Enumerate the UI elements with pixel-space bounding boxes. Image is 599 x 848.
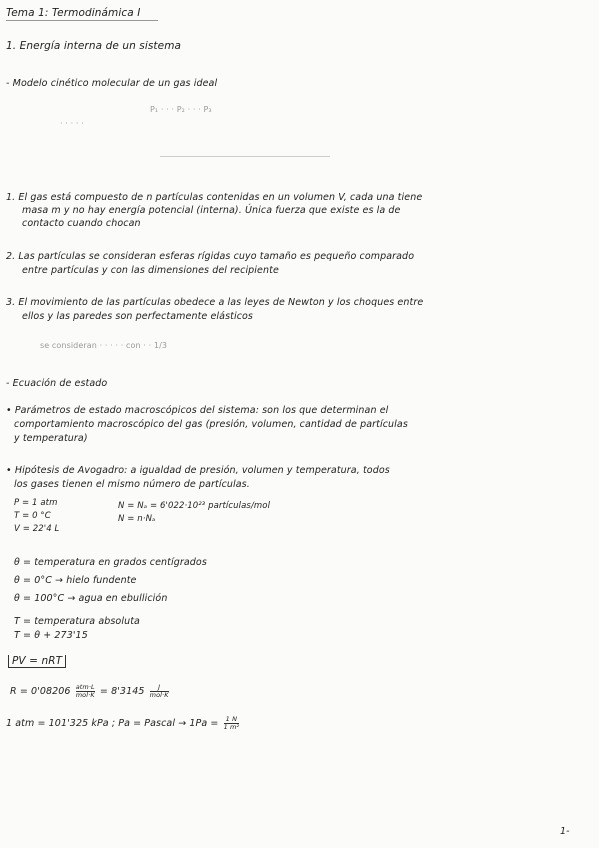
r-unit-1-num: atm·L <box>75 683 95 691</box>
faint-sketch-dots: · · · · · <box>60 119 84 128</box>
state-bullet1-line1: • Parámetros de estado macroscópicos del sistema: son los que determinan el <box>6 405 389 416</box>
state-bullet2-line1: • Hipótesis de Avogadro: a igualdad de presión, volumen y temperatura, todos <box>6 465 390 476</box>
celsius-hundred: θ = 100°C → agua en ebullición <box>14 593 168 604</box>
postulate-2-line2: entre partículas y con las dimensiones del recipiente <box>22 265 279 276</box>
r-unit-1-den: mol·K <box>75 691 95 699</box>
state-bullet1-line3: y temperatura) <box>14 433 88 444</box>
pascal-fraction <box>224 716 240 731</box>
condition-pressure: P = 1 atm <box>14 498 58 508</box>
celsius-definition: θ = temperatura en grados centígrados <box>14 557 207 568</box>
faint-sketch-line <box>160 156 330 157</box>
r-unit-2-num: J <box>150 684 169 692</box>
avogadro-relation: N = n·Nₐ <box>118 514 156 524</box>
pressure-conversion-text: 1 atm = 101'325 kPa ; Pa = Pascal → 1Pa = <box>6 718 219 729</box>
condition-volume: V = 22'4 L <box>14 524 60 534</box>
pascal-fraction-den: 1 m² <box>223 723 240 731</box>
model-heading: - Modelo cinético molecular de un gas ideal <box>6 78 218 89</box>
r-constant-prefix: R = 0'08206 <box>10 686 71 697</box>
postulate-2-line1: 2. Las partículas se consideran esferas rígidas cuyo tamaño es pequeño comparado <box>6 251 415 262</box>
pascal-fraction-num: 1 N <box>224 716 240 724</box>
page-number: 1- <box>560 826 570 837</box>
postulate-3-sub: se consideran · · · · · con · · 1/3 <box>40 341 168 350</box>
celsius-zero: θ = 0°C → hielo fundente <box>14 575 137 586</box>
r-unit-2-den: mol·K <box>149 691 169 699</box>
state-heading: - Ecuación de estado <box>6 378 108 389</box>
postulate-3-line2: ellos y las paredes son perfectamente elásticos <box>22 311 253 322</box>
ideal-gas-law: PV = nRT <box>8 655 66 668</box>
section-heading: 1. Energía interna de un sistema <box>6 40 182 52</box>
state-bullet1-line2: comportamiento macroscópico del gas (presión, volumen, cantidad de partículas <box>14 419 408 430</box>
kelvin-formula: T = θ + 273'15 <box>14 630 88 641</box>
r-unit-2 <box>150 684 169 699</box>
postulate-1-line1: 1. El gas está compuesto de n partículas contenidas en un volumen V, cada una tiene <box>6 192 423 203</box>
avogadro-number: N = Nₐ = 6'022·10²³ partículas/mol <box>118 501 271 511</box>
state-bullet2-line2: los gases tienen el mismo número de partículas. <box>14 479 250 490</box>
pressure-conversion <box>6 716 241 731</box>
condition-temperature: T = 0 °C <box>14 511 51 521</box>
faint-sketch-label: P₁ · · · P₂ · · · P₃ <box>150 105 212 114</box>
r-constant-mid: = 8'3145 <box>99 686 145 697</box>
postulate-1-line2: masa m y no hay energía potencial (interna). Única fuerza que existe es la de <box>22 205 401 216</box>
r-unit-1 <box>76 684 95 699</box>
postulate-3-line1: 3. El movimiento de las partículas obedece a las leyes de Newton y los choques entre <box>6 297 424 308</box>
postulate-1-line3: contacto cuando chocan <box>22 218 141 229</box>
kelvin-definition: T = temperatura absoluta <box>14 616 140 627</box>
page-title: Tema 1: Termodinámica I <box>6 7 141 19</box>
title-underline <box>6 20 158 21</box>
r-constant <box>10 684 171 699</box>
